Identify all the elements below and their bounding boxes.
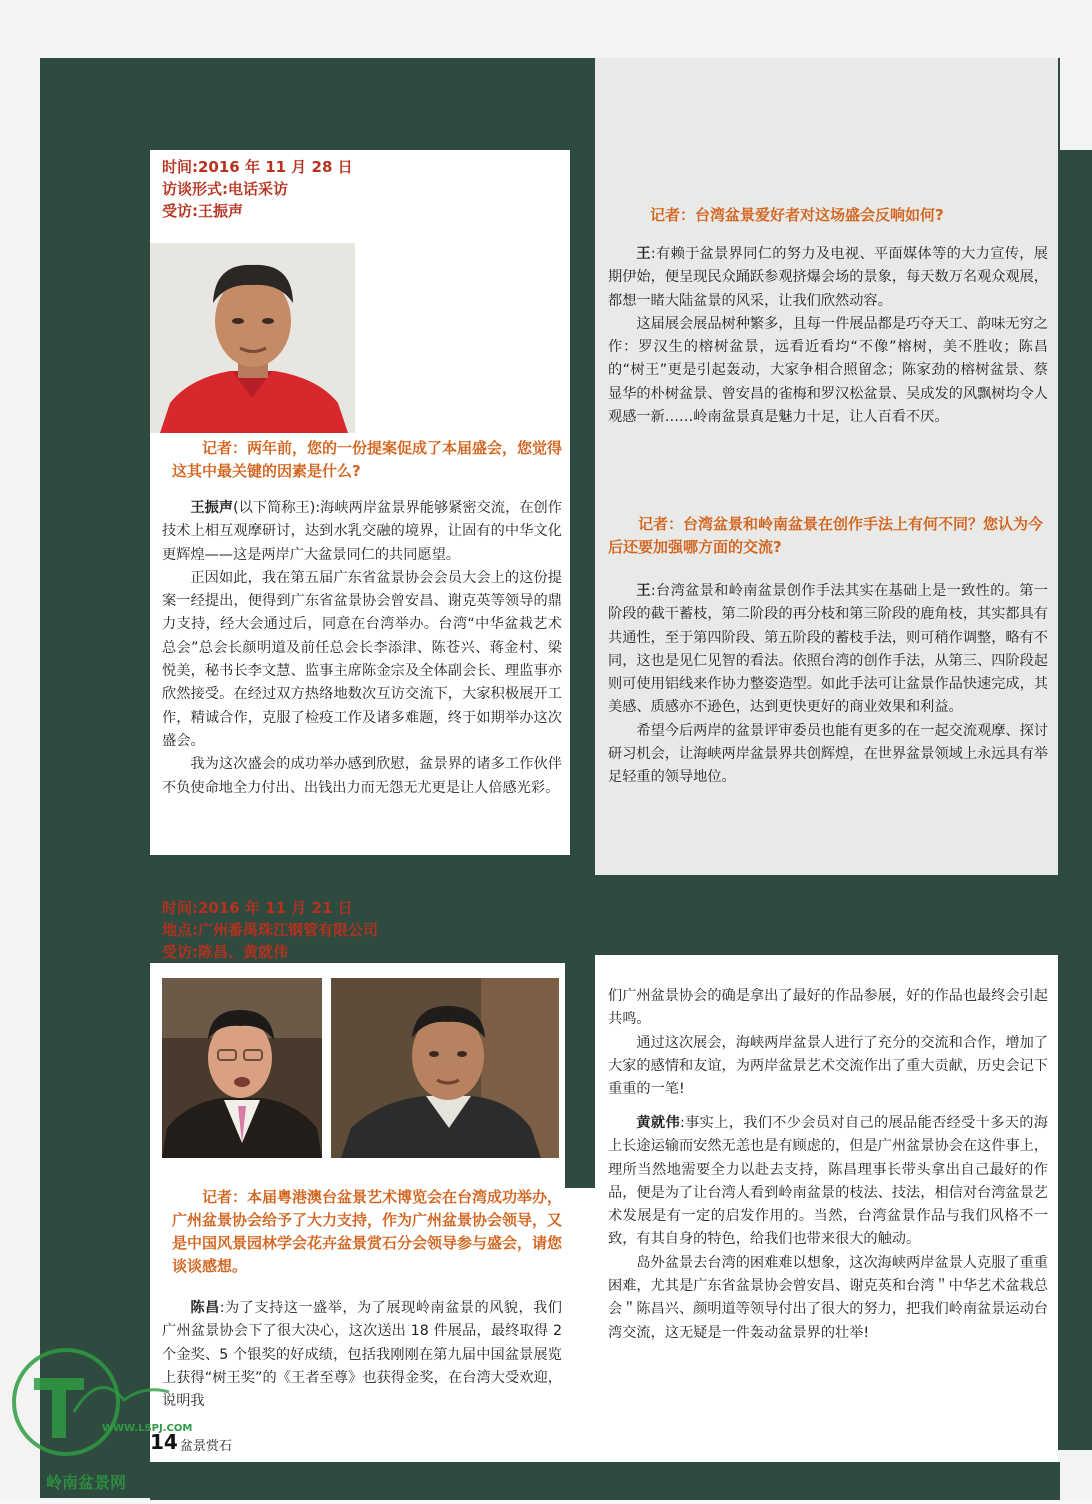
answer1-first-paragraph: :为了支持这一盛举，为了展现岭南盆景的风貌，我们广州盆景协会下了很大决心，这次送出 18 件展品，最终取得 2 个金奖、5 个银奖的好成绩，包括我刚刚在第九届中国盆景展览上获得“树王奖”的《王者至尊》也获得金奖，在台湾大受欢迎，说明我 <box>162 1300 562 1410</box>
interview1-question3: 记者：台湾盆景和岭南盆景在创作手法上有何不同？您认为今后还要加强哪方面的交流? <box>608 515 1044 556</box>
green-frame-right <box>1058 150 1092 1450</box>
interview1-answer2 <box>608 243 1048 429</box>
photo-huang-jiuwei <box>331 978 559 1158</box>
answer2-first-paragraph: :事实上，我们不少会员对自己的展品能否经受十多天的海上长途运输而安然无恙也是有顾虑的，但是广州盆景协会在这件事上，理所当然地需要全力以赴去支持，陈昌理事长带头拿出自己最好的作品，便是为了让台湾人看到岭南盆景的枝法、技法，相信对台湾盆景艺术发展是有一定的启发作用的。当然，台湾盆景作品与我们风格不一致，有其自身的特色，给我们也带来很大的触动。 <box>608 1115 1048 1248</box>
interview2-answer2 <box>608 1112 1048 1345</box>
speaker-wang: 王 <box>636 583 651 599</box>
watermark-caption: 岭南盆景网 <box>46 1473 127 1492</box>
speaker-wang: 王 <box>636 246 651 262</box>
portrait-illustration <box>150 243 355 433</box>
answer2-paragraph: 岛外盆景去台湾的困难难以想象，这次海峡两岸盆景人克服了重重困难，尤其是广东省盆景协会曾安昌、谢克英和台湾＂中华艺术盆栽总会＂陈昌兴、颜明道等领导付出了很大的努力，把我们岭南盆景运动台湾交流，这无疑是一件轰动盆景界的壮举! <box>608 1254 1048 1341</box>
interview1-interviewee: 受访:王振声 <box>162 202 243 220</box>
speaker-note: (以下简称王) <box>233 500 316 516</box>
interview2-answer1 <box>162 1297 562 1413</box>
green-frame-lower-band <box>595 875 1060 955</box>
interview2-answer1-continued <box>608 985 1048 1101</box>
page-number: 14 <box>150 1430 178 1454</box>
interview2-meta <box>162 897 582 963</box>
interview1-format: 访谈形式:电话采访 <box>162 180 288 198</box>
green-frame-middle <box>570 58 595 878</box>
answer3-paragraph: 希望今后两岸的盆景评审委员也能有更多的在一起交流观摩、探讨研习机会，让海峡两岸盆景界共创辉煌，在世界盆景领域上永远具有举足轻重的领导地位。 <box>608 722 1048 786</box>
speaker-chen-chang: 陈昌 <box>190 1300 220 1316</box>
interview1-answer3 <box>608 580 1048 790</box>
interview2-question1: 记者：本届粤港澳台盆景艺术博览会在台湾成功举办，广州盆景协会给予了大力支持，作为广州盆景协会领导，又是中国风景园林学会花卉盆景赏石分会领导参与盛会，请您谈谈感想。 <box>172 1188 563 1275</box>
answer3-first-paragraph: :台湾盆景和岭南盆景创作手法其实在基础上是一致性的。第一阶段的截干蓄枝，第二阶段的再分枝和第三阶段的鹿角枝，其实都具有共通性，至于第四阶段、第五阶段的蓄枝手法，则可稍作调整，略有不同，这也是见仁见智的看法。依照台湾的创作手法，从第三、四阶段起则可使用铝线来作协力整姿造型。如此手法可让盆景作品快速完成，其美感、质感亦不逊色，达到更快更好的商业效果和利益。 <box>608 583 1048 716</box>
green-frame-lower-middle <box>565 958 595 1188</box>
speaker-wang-zhensheng: 王振声 <box>190 500 234 516</box>
magazine-name: 盆景赏石 <box>180 1439 233 1454</box>
answer1-paragraph: 我为这次盛会的成功举办感到欣慰，盆景界的诸多工作伙伴不负使命地全力付出、出钱出力而无怨无尤更是让人倍感光彩。 <box>162 756 562 796</box>
answer1-paragraph: 通过这次展会，海峡两岸盆景人进行了充分的交流和合作，增加了大家的感情和友谊，为两岸盆景艺术交流作出了重大贡献，历史会记下重重的一笔! <box>608 1034 1048 1098</box>
watermark-url: WWW.LSPJ.COM <box>102 1423 193 1434</box>
answer1-paragraph: 正因如此，我在第五届广东省盆景协会会员大会上的这份提案一经提出，便得到广东省盆景协会曾安昌、谢克英等领导的鼎力支持，经大会通过后，同意在台湾举办。台湾“中华盆栽艺术总会”总会长颜明道及前任总会长李添津、陈苍兴、蒋金村、梁悦美，秘书长李文慧、监事主席陈金宗及全体副会长、理监事亦欣然接受。在经过双方热络地数次互访交流下，大家积极展开工作，精诚合作，克服了检疫工作及诸多难题，终于如期举办这次盛会。 <box>162 569 562 749</box>
green-frame-bottom <box>150 1462 1060 1500</box>
portrait-illustration <box>331 978 559 1158</box>
green-frame-left <box>40 58 150 1498</box>
portrait-illustration <box>162 978 322 1158</box>
answer2-paragraph: 这届展会展品树种繁多，且每一件展品都是巧夺天工、韵味无穷之作：罗汉生的榕树盆景，远看近看均“不像”榕树，美不胜收；陈昌的“树王”更是引起轰动，大家争相合照留念；陈家劲的榕树盆景、蔡显华的朴树盆景、曾安昌的雀梅和罗汉松盆景、吴成发的风飘树均令人观感一新……岭南盆景真是魅力十足，让人百看不厌。 <box>608 315 1048 426</box>
photo-wang-zhensheng <box>150 243 355 433</box>
interview2-time: 时间:2016 年 11 月 21 日 <box>162 899 353 917</box>
speaker-huang-jiuwei: 黄就伟 <box>636 1115 680 1131</box>
answer1-continued-text: 们广州盆景协会的确是拿出了最好的作品参展，好的作品也最终会引起共鸣。 <box>608 988 1048 1028</box>
interview1-question2: 记者：台湾盆景爱好者对这场盛会反响如何? <box>650 206 944 224</box>
photo-chen-chang <box>162 978 322 1158</box>
interview2-interviewees: 受访:陈昌、黄就伟 <box>162 943 288 961</box>
interview1-time: 时间:2016 年 11 月 28 日 <box>162 158 353 176</box>
interview1-answer1 <box>162 497 562 800</box>
answer1-first-paragraph: :海峡两岸盆景界能够紧密交流，在创作技术上相互观摩研讨，达到水乳交融的境界，让固有的中华文化更辉煌——这是两岸广大盆景同仁的共同愿望。 <box>162 500 562 563</box>
answer2-first-paragraph: :有赖于盆景界同仁的努力及电视、平面媒体等的大力宣传，展期伊始，便呈现民众踊跃参观挤爆会场的景象，每天数万名观众观展，都想一睹大陆盆景的风采，让我们欣然动容。 <box>608 246 1048 309</box>
interview1-question1: 记者：两年前，您的一份提案促成了本届盛会，您觉得这其中最关键的因素是什么? <box>172 439 563 480</box>
interview1-meta <box>162 156 562 222</box>
interview2-location: 地点:广州番禺珠江钢管有限公司 <box>162 921 379 939</box>
